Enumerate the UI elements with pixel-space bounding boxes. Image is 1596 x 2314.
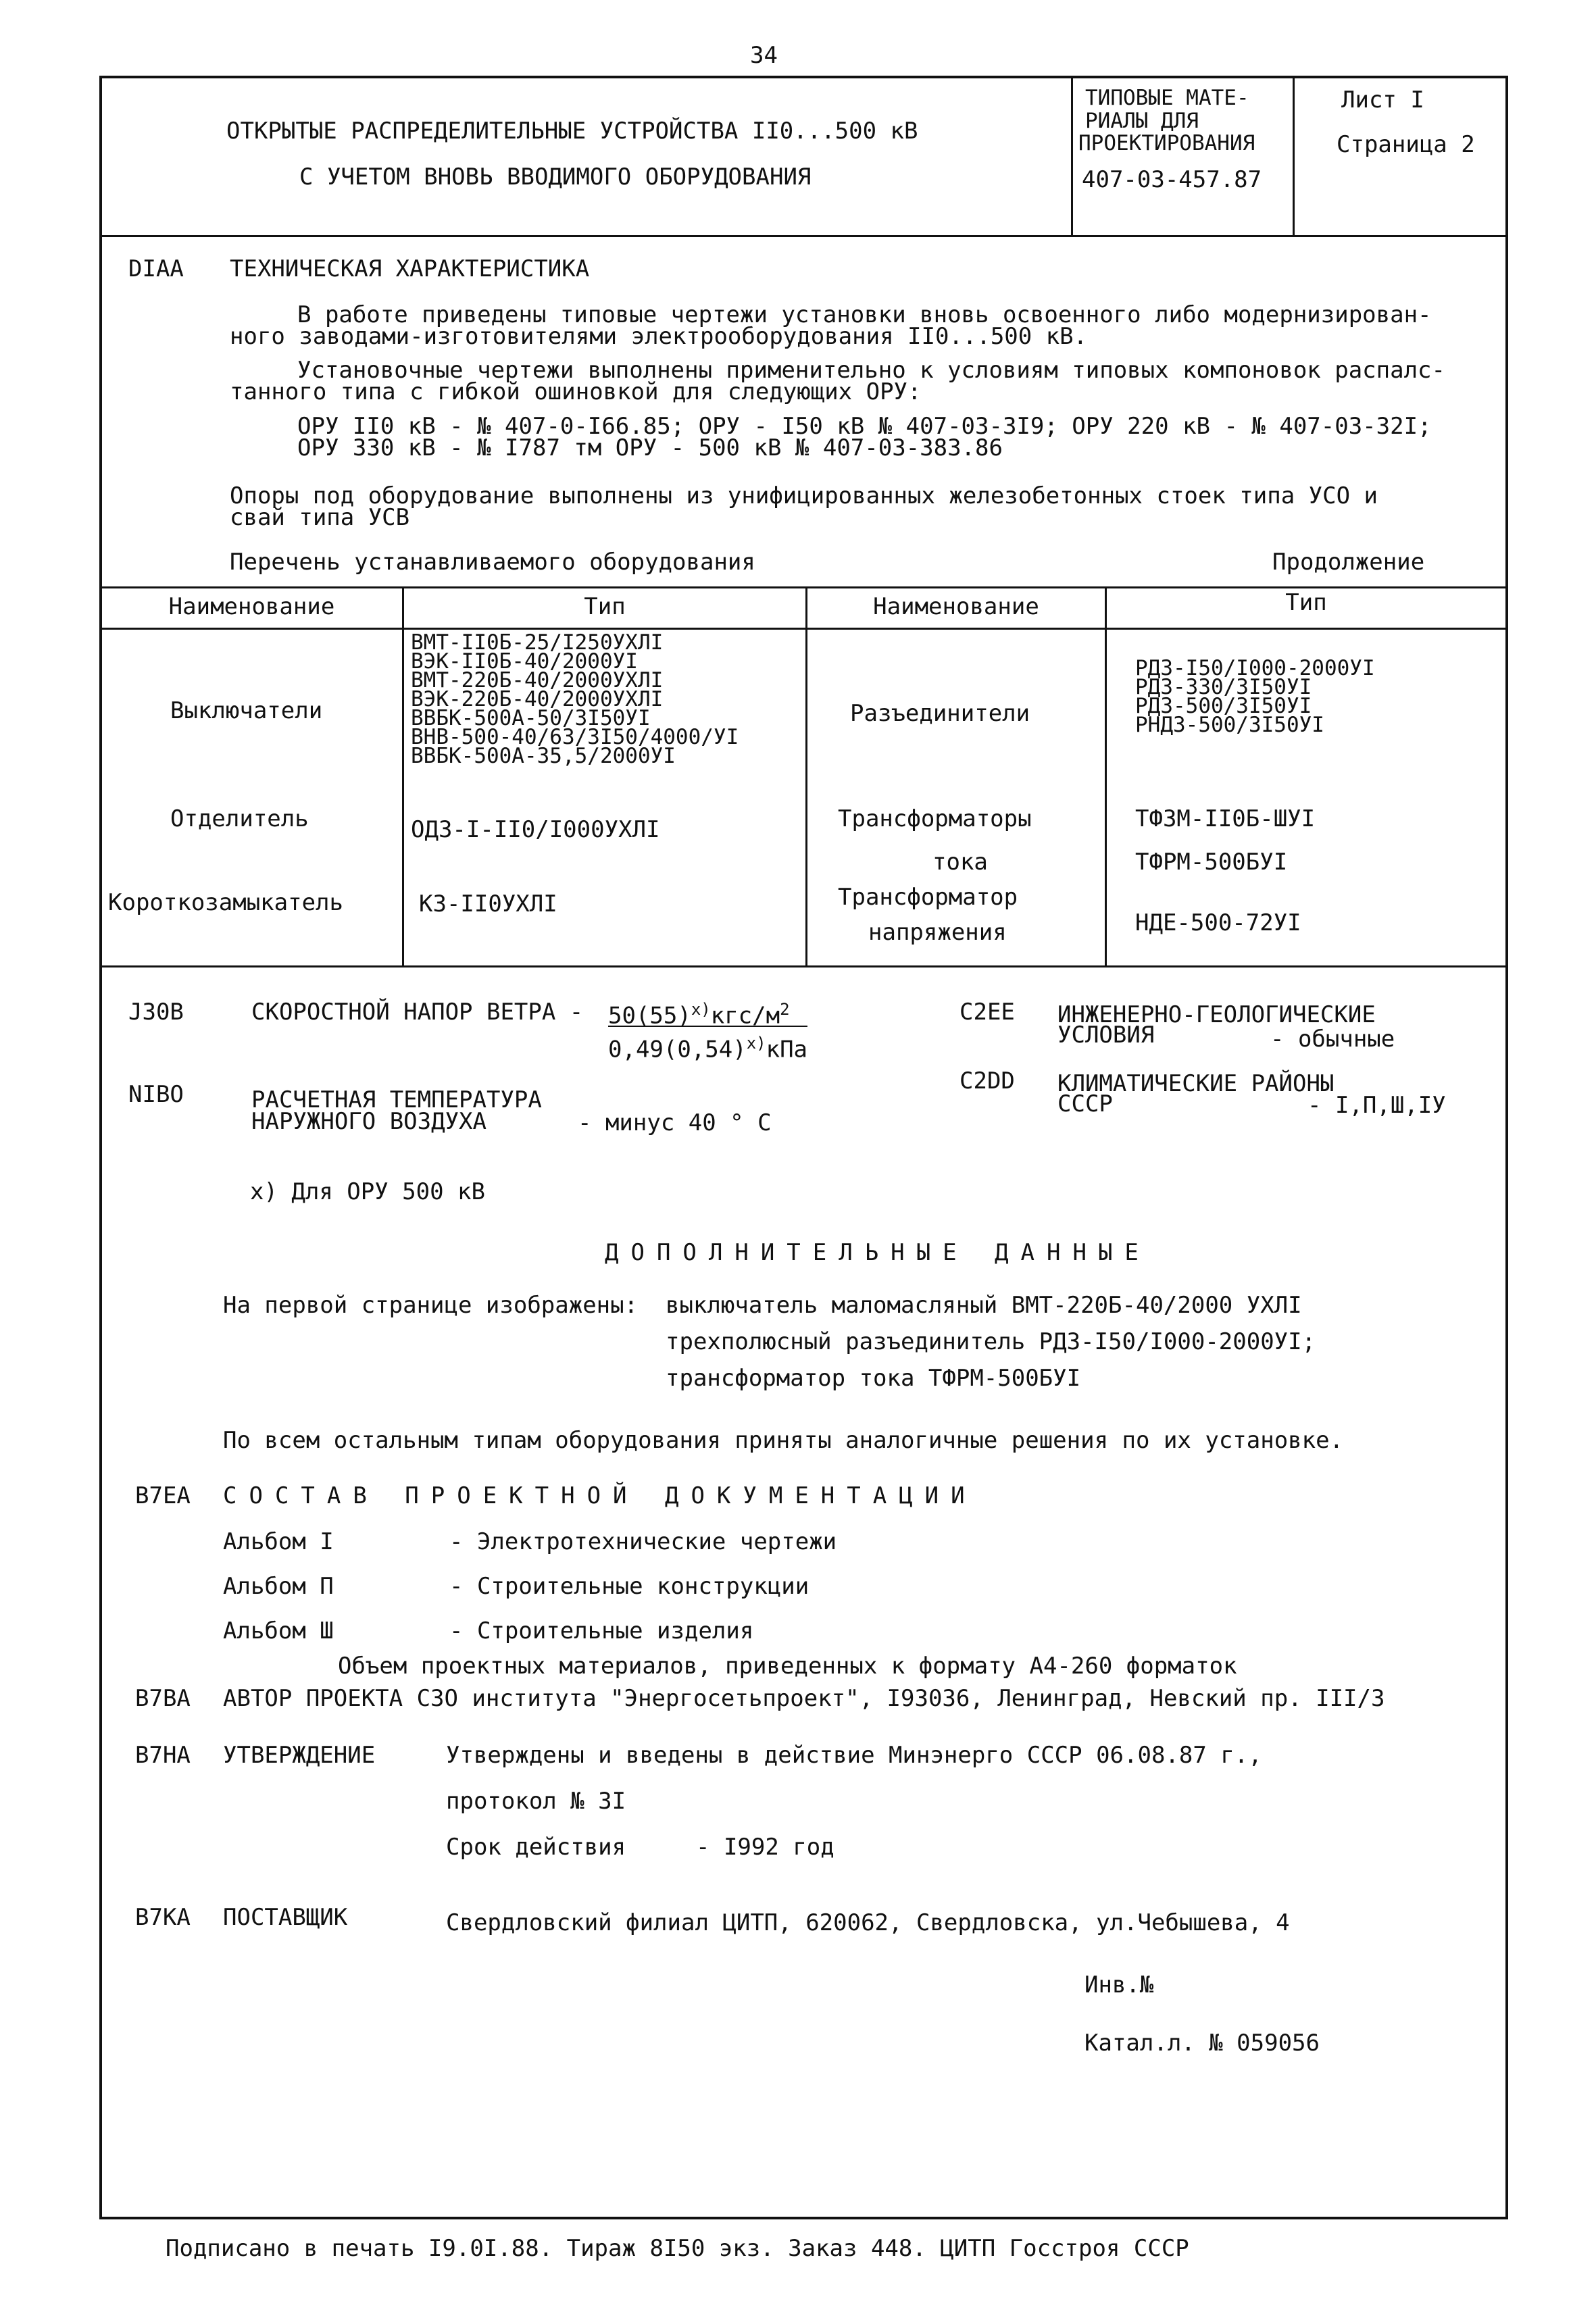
- docs-heading: СОСТАВ ПРОЕКТНОЙ ДОКУМЕНТАЦИИ: [223, 1482, 977, 1509]
- author-text: АВТОР ПРОЕКТА СЗО института "Энергосетьпроект", I93036, Ленинград, Невский пр. III/3: [223, 1685, 1385, 1712]
- tech-p4-line2: свай типа УСВ: [230, 504, 410, 531]
- page-number: 34: [750, 42, 778, 69]
- tech-p2-line2: танного типа с гибкой ошиновкой для следующих ОРУ:: [230, 378, 922, 405]
- table-col-divider-2: [805, 586, 807, 967]
- tech-code: DIAA: [128, 255, 184, 282]
- term-value: - I992 год: [696, 1834, 834, 1861]
- docs-code: B7EA: [135, 1482, 191, 1509]
- tech-p3-line1: ОРУ II0 кВ - № 407-0-I66.85; ОРУ - I50 кВ № 407-03-3I9; ОРУ 220 кВ - № 407-03-32I;: [297, 413, 1432, 440]
- additional-heading: ДОПОЛНИТЕЛЬНЫЕ ДАННЫЕ: [605, 1239, 1151, 1266]
- wind-value-number: 50(55): [608, 1002, 691, 1030]
- wind-code: J30B: [128, 999, 184, 1026]
- table-top-rule: [99, 586, 1505, 588]
- table-cell-type: РДЗ-500/3I50УI: [1135, 694, 1312, 718]
- supplier-label: ПОСТАВЩИК: [223, 1904, 348, 1931]
- tech-p4-line1: Опоры под оборудование выполнены из унифицированных железобетонных стоек типа УСО и: [230, 482, 1378, 509]
- table-cell-type: ВМТ-II0Б-25/I250УХЛI: [411, 630, 664, 655]
- continuation-label: Продолжение: [1272, 549, 1425, 576]
- wind-value-unit: кгс/м: [710, 1002, 780, 1030]
- wind-kpa-footnote-mark: x): [746, 1034, 766, 1053]
- header-divider-1: [1071, 76, 1073, 236]
- table-header-name-right: Наименование: [873, 593, 1039, 620]
- temp-label-line1: РАСЧЕТНАЯ ТЕМПЕРАТУРА: [251, 1086, 542, 1113]
- table-cell-type: РНДЗ-500/3I50УI: [1135, 713, 1324, 737]
- footnote: x) Для ОРУ 500 кВ: [250, 1178, 485, 1205]
- wind-unit-power: 2: [780, 1000, 790, 1019]
- supplier-code: B7KA: [135, 1904, 191, 1931]
- wind-value-kpa: [608, 1030, 807, 1063]
- series-label-line2: РИАЛЫ ДЛЯ: [1085, 109, 1199, 133]
- header-divider-2: [1293, 76, 1295, 236]
- supplier-text: Свердловский филиал ЦИТП, 620062, Свердловска, ул.Чебышева, 4: [446, 1909, 1290, 1936]
- table-cell-type: ВЭК-220Б-40/2000УХЛI: [411, 687, 664, 711]
- table-cell-type: ВМТ-220Б-40/2000УХЛI: [411, 668, 664, 693]
- author-code: B7BA: [135, 1685, 191, 1712]
- docs-volume: Объем проектных материалов, приведенных к формату А4-260 форматок: [338, 1653, 1237, 1680]
- climate-label-line2: СССР: [1057, 1090, 1113, 1117]
- table-cell-name: Трансформаторы: [838, 805, 1032, 832]
- additional-line2: трехполюсный разъединитель РДЗ-I50/I000-2000УI;: [666, 1328, 1316, 1355]
- imprint-footer: Подписано в печать I9.0I.88. Тираж 8I50 экз. Заказ 448. ЦИТП Госстроя СССР: [166, 2235, 1189, 2262]
- sheet-label: Лист I: [1341, 86, 1424, 114]
- term-label: Срок действия: [446, 1834, 626, 1861]
- table-cell-name: напряжения: [868, 919, 1007, 946]
- wind-kpa-unit: кПа: [766, 1036, 808, 1063]
- table-cell-type: ВНВ-500-40/63/3I50/4000/УI: [411, 725, 739, 749]
- tech-heading: ТЕХНИЧЕСКАЯ ХАРАКТЕРИСТИКА: [230, 255, 590, 282]
- wind-kpa-number: 0,49(0,54): [608, 1036, 747, 1063]
- tech-p1-line2: ного заводами-изготовителями электрооборудования II0...500 кВ.: [230, 323, 1088, 350]
- climate-code: C2DD: [959, 1067, 1015, 1095]
- album-desc: - Строительные конструкции: [449, 1573, 809, 1600]
- geology-label-line1: ИНЖЕНЕРНО-ГЕОЛОГИЧЕСКИЕ: [1057, 1001, 1376, 1028]
- catalog-number: Катал.л. № 059056: [1084, 2030, 1320, 2057]
- table-cell-type: ОДЗ-I-II0/I000УХЛI: [411, 816, 660, 843]
- geology-value: - обычные: [1270, 1026, 1395, 1053]
- series-number: 407-03-457.87: [1082, 166, 1262, 193]
- additional-line1-label: На первой странице изображены:: [223, 1292, 639, 1319]
- document-title-line1: ОТКРЫТЫЕ РАСПРЕДЕЛИТЕЛЬНЫЕ УСТРОЙСТВА II0...500 кВ: [226, 118, 918, 145]
- temp-code: NIBO: [128, 1081, 184, 1108]
- table-cell-type: ТФРМ-500БУI: [1135, 849, 1288, 876]
- table-col-divider-1: [402, 586, 404, 967]
- table-cell-name: Разъединители: [850, 700, 1030, 727]
- table-cell-type: НДЕ-500-72УI: [1135, 909, 1301, 936]
- geology-code: C2EE: [959, 999, 1015, 1026]
- approval-code: B7HA: [135, 1742, 191, 1769]
- album-name: Альбом П: [223, 1573, 334, 1600]
- album-desc: - Строительные изделия: [449, 1617, 754, 1644]
- wind-value: [608, 996, 790, 1029]
- album-name: Альбом Ш: [223, 1617, 334, 1644]
- album-desc: - Электротехнические чертежи: [449, 1528, 837, 1555]
- approval-line1: Утверждены и введены в действие Минэнерго СССР 06.08.87 г.,: [446, 1742, 1262, 1769]
- series-label-line1: ТИПОВЫЕ МАТЕ-: [1085, 86, 1249, 110]
- table-cell-name: Выключатели: [170, 697, 323, 724]
- geology-label-line2: УСЛОВИЯ: [1057, 1022, 1155, 1049]
- climate-label-line1: КЛИМАТИЧЕСКИЕ РАЙОНЫ: [1057, 1070, 1335, 1097]
- temp-value: - минус 40 ° С: [578, 1109, 772, 1136]
- additional-line1-value: выключатель маломасляный ВМТ-220Б-40/2000 УХЛI: [666, 1292, 1302, 1319]
- wind-fraction-bar: [608, 1026, 807, 1027]
- wind-label: СКОРОСТНОЙ НАПОР ВЕТРА -: [251, 999, 584, 1026]
- album-name: Альбом I: [223, 1528, 334, 1555]
- temp-label-line2: НАРУЖНОГО ВОЗДУХА: [251, 1108, 487, 1135]
- table-cell-name: Отделитель: [170, 805, 309, 832]
- table-header-name-left: Наименование: [168, 593, 335, 620]
- tech-p1-line1: В работе приведены типовые чертежи установки вновь освоенного либо модернизирован-: [297, 301, 1432, 328]
- tech-p3-line2: ОРУ 330 кВ - № I787 тм ОРУ - 500 кВ № 407-03-383.86: [297, 434, 1003, 461]
- table-bottom-rule: [99, 965, 1505, 967]
- table-col-divider-3: [1105, 586, 1107, 967]
- table-cell-type: ВЭК-II0Б-40/2000УI: [411, 649, 638, 674]
- table-cell-type: ВВБК-500А-50/3I50УI: [411, 706, 651, 730]
- climate-value: - I,П,Ш,IУ: [1307, 1092, 1446, 1119]
- approval-label: УТВЕРЖДЕНИЕ: [223, 1742, 376, 1769]
- table-cell-name: Короткозамыкатель: [108, 889, 343, 916]
- equipment-list-label: Перечень устанавливаемого оборудования: [230, 549, 755, 576]
- table-cell-type: ТФЗМ-II0Б-ШУI: [1135, 805, 1316, 832]
- inventory-number: Инв.№: [1084, 1971, 1154, 1998]
- additional-line4: По всем остальным типам оборудования приняты аналогичные решения по их установке.: [223, 1427, 1344, 1454]
- table-cell-type: КЗ-II0УХЛI: [419, 890, 557, 917]
- table-cell-name: Трансформатор: [838, 884, 1018, 911]
- table-header-type-left: Тип: [584, 593, 626, 620]
- table-cell-type: РДЗ-330/3I50УI: [1135, 675, 1312, 699]
- table-cell-type: РДЗ-I50/I000-2000УI: [1135, 656, 1375, 680]
- table-header-type-right: Тип: [1285, 589, 1327, 616]
- additional-line3: трансформатор тока ТФРМ-500БУI: [666, 1365, 1081, 1392]
- table-cell-type: ВВБК-500А-35,5/2000УI: [411, 744, 676, 768]
- document-title-line2: С УЧЕТОМ ВНОВЬ ВВОДИМОГО ОБОРУДОВАНИЯ: [299, 164, 812, 191]
- series-label-line3: ПРОЕКТИРОВАНИЯ: [1078, 131, 1255, 155]
- tech-p2-line1: Установочные чертежи выполнены применительно к условиям типовых компоновок распалс-: [297, 357, 1445, 384]
- table-cell-name: тока: [932, 849, 988, 876]
- page-label: Страница 2: [1337, 131, 1475, 158]
- approval-line2: протокол № 3I: [446, 1788, 626, 1815]
- wind-footnote-mark: x): [691, 1000, 711, 1019]
- table-header-rule: [99, 628, 1505, 630]
